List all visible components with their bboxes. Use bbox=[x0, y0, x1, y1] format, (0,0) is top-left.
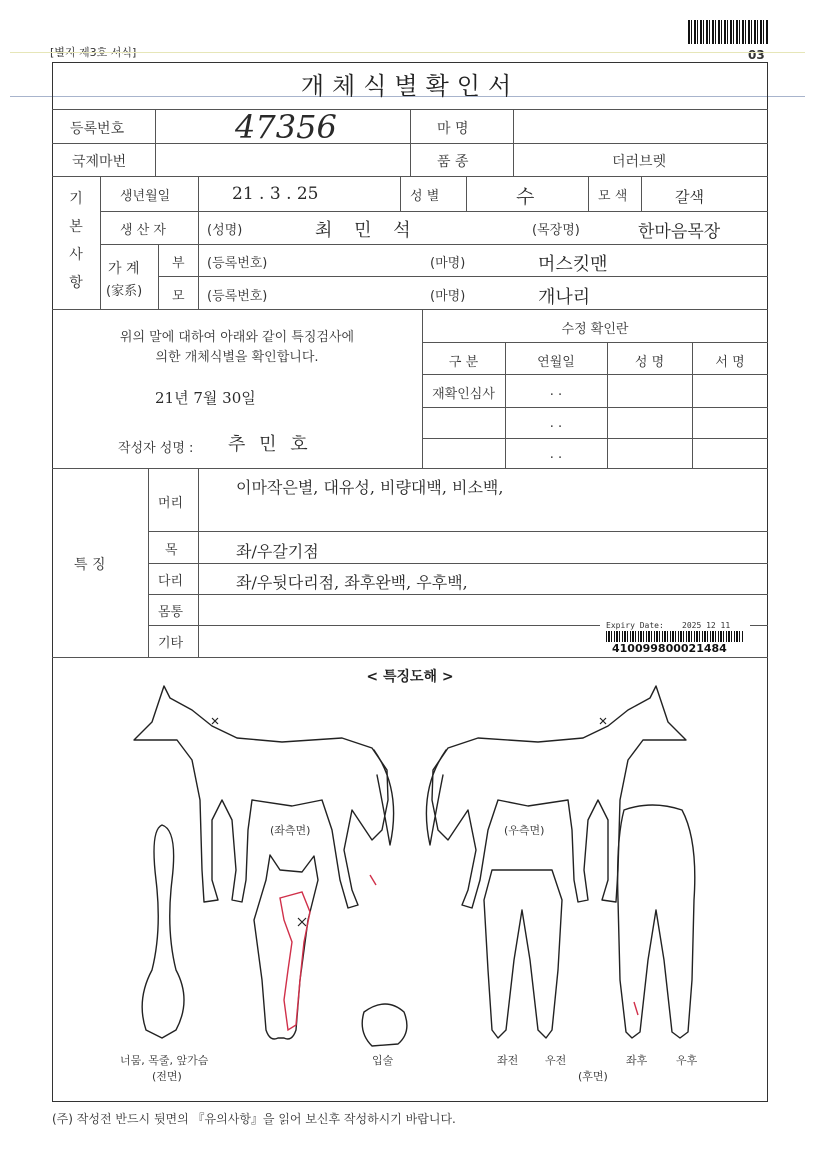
rule bbox=[422, 407, 768, 408]
family-label: 가 계 bbox=[108, 261, 140, 277]
basic-label-char: 본 bbox=[69, 219, 83, 235]
sire-reg-label: (등록번호) bbox=[207, 256, 268, 271]
farm-label: (목장명) bbox=[532, 223, 580, 238]
recheck-label: 재확인심사 bbox=[432, 387, 495, 402]
horse-name-label: 마 명 bbox=[437, 121, 469, 137]
breed-value: 더러브렛 bbox=[612, 154, 667, 170]
head-marking bbox=[280, 892, 310, 1030]
rule bbox=[513, 109, 514, 176]
footer-note: (주) 작성전 반드시 뒷면의 『유의사항』을 읽어 보신후 작성하시기 바랍니다. bbox=[52, 1112, 456, 1126]
neck-label: 목 bbox=[165, 543, 178, 558]
mark-x-3 bbox=[298, 918, 306, 926]
left-hind-leg-label: 좌후 bbox=[626, 1054, 648, 1067]
features-section-label: 특 징 bbox=[74, 557, 106, 573]
rule bbox=[100, 211, 768, 212]
col-name: 성 명 bbox=[634, 355, 665, 370]
rule bbox=[422, 374, 768, 375]
rear-view-label: (후면) bbox=[578, 1070, 608, 1083]
expiry-sticker bbox=[600, 620, 750, 656]
breeder-name-value: 최 민 석 bbox=[315, 220, 419, 241]
sex-label: 성 별 bbox=[410, 189, 440, 204]
expiry-label: Expiry Date: bbox=[606, 621, 664, 630]
top-barcode bbox=[688, 20, 768, 44]
col-date: 연월일 bbox=[537, 355, 575, 370]
right-horse-outline bbox=[432, 686, 686, 908]
leg-marking-1 bbox=[370, 875, 376, 885]
front-caption: 너뭄, 목줄, 앞가슴 bbox=[120, 1054, 209, 1067]
dob-label: 생년월일 bbox=[120, 189, 171, 204]
right-front-leg-label: 우전 bbox=[545, 1054, 567, 1067]
amend-title: 수정 확인란 bbox=[561, 322, 629, 337]
etc-label: 기타 bbox=[158, 636, 184, 651]
amend-date-3: . . bbox=[549, 447, 563, 462]
rule bbox=[52, 176, 768, 177]
rule bbox=[148, 594, 768, 595]
rule bbox=[52, 657, 768, 658]
amend-date-2: . . bbox=[549, 416, 563, 431]
statement-line-1: 위의 말에 대하여 아래와 같이 특징검사에 bbox=[119, 330, 355, 345]
neck-value: 좌/우갈기점 bbox=[236, 542, 319, 561]
lips-label: 입술 bbox=[372, 1054, 394, 1067]
author-signature: 추 민 호 bbox=[228, 434, 312, 455]
right-side-label: (우측면) bbox=[504, 824, 545, 837]
sire-name-value: 머스킷맨 bbox=[538, 254, 608, 275]
col-sign: 서 명 bbox=[715, 355, 745, 370]
sire-name-label: (마명) bbox=[430, 256, 466, 271]
dam-name-value: 개나리 bbox=[538, 287, 591, 308]
rule bbox=[422, 342, 768, 343]
rear-legs-outline bbox=[618, 805, 695, 1038]
reg-no-label: 등록번호 bbox=[70, 121, 125, 137]
breeder-name-label: (성명) bbox=[207, 223, 243, 238]
breed-label: 품 종 bbox=[437, 154, 469, 170]
mark-x-2 bbox=[600, 718, 606, 724]
family-sub-label: (家系) bbox=[106, 284, 143, 299]
rule bbox=[148, 563, 768, 564]
form-number-label: [별지 제3호 서식] bbox=[50, 46, 137, 59]
coat-value: 갈색 bbox=[675, 188, 704, 206]
rule bbox=[148, 468, 149, 657]
left-side-label: (좌측면) bbox=[270, 824, 311, 837]
body-label: 몸통 bbox=[158, 605, 184, 620]
left-front-leg-label: 좌전 bbox=[497, 1054, 519, 1067]
leg-marking-2 bbox=[634, 1002, 638, 1015]
reg-no-value: 47356 bbox=[235, 108, 337, 146]
rule bbox=[158, 276, 768, 277]
confirm-date: 21년 7월 30일 bbox=[155, 389, 256, 407]
sex-value: 수 bbox=[516, 186, 535, 208]
head-label: 머리 bbox=[158, 496, 184, 511]
rule bbox=[588, 176, 589, 211]
rule bbox=[410, 109, 411, 176]
head-value: 이마작은별, 대유성, 비량대백, 비소백, bbox=[236, 478, 504, 497]
front-neck-outline bbox=[142, 825, 184, 1038]
page-title: 개체식별확인서 bbox=[300, 72, 520, 100]
basic-label-char: 항 bbox=[69, 275, 83, 291]
coat-label: 모 색 bbox=[598, 189, 628, 204]
legs-label: 다리 bbox=[158, 574, 184, 589]
horse-diagram bbox=[52, 680, 768, 1100]
farm-value: 한마음목장 bbox=[638, 222, 721, 242]
rule bbox=[641, 176, 642, 211]
lips-outline bbox=[362, 1004, 407, 1046]
diagram-title: < 특징도해 > bbox=[366, 669, 454, 685]
rule bbox=[100, 176, 101, 309]
right-hind-leg-label: 우후 bbox=[676, 1054, 698, 1067]
rule bbox=[155, 109, 156, 176]
rule bbox=[148, 531, 768, 532]
statement-line-2: 의한 개체식별을 확인합니다. bbox=[155, 350, 319, 365]
dob-value: 21 . 3 . 25 bbox=[232, 184, 319, 204]
mark-x-1 bbox=[212, 718, 218, 724]
author-label: 작성자 성명 : bbox=[118, 441, 194, 456]
rule bbox=[52, 468, 768, 469]
scan-line-top bbox=[10, 52, 805, 53]
amend-date-1: . . bbox=[549, 384, 563, 399]
rule bbox=[198, 468, 199, 657]
sticker-code: 410099800021484 bbox=[612, 642, 727, 655]
col-type: 구 분 bbox=[448, 355, 479, 370]
expiry-value: 2025 12 11 bbox=[682, 621, 731, 630]
page-number: 03 bbox=[748, 48, 765, 62]
rule bbox=[52, 309, 768, 310]
rule bbox=[422, 438, 768, 439]
legs-value: 좌/우뒷다리점, 좌후완백, 우후백, bbox=[236, 573, 468, 592]
basic-section-label bbox=[52, 188, 100, 292]
dam-label: 모 bbox=[172, 289, 185, 304]
front-legs-outline bbox=[484, 870, 562, 1038]
breeder-label: 생 산 자 bbox=[120, 223, 166, 238]
basic-label-char: 사 bbox=[69, 247, 83, 263]
rule bbox=[100, 244, 768, 245]
front-view-label: (전면) bbox=[152, 1070, 182, 1083]
dam-reg-label: (등록번호) bbox=[207, 289, 268, 304]
dam-name-label: (마명) bbox=[430, 289, 466, 304]
sticker-barcode bbox=[606, 631, 744, 642]
rule bbox=[198, 244, 199, 309]
sire-label: 부 bbox=[172, 256, 185, 271]
rule bbox=[158, 244, 159, 309]
basic-label-char: 기 bbox=[69, 191, 83, 207]
intl-name-label: 국제마번 bbox=[72, 154, 127, 170]
rule bbox=[466, 176, 467, 211]
rule bbox=[400, 176, 401, 211]
rule bbox=[198, 176, 199, 244]
